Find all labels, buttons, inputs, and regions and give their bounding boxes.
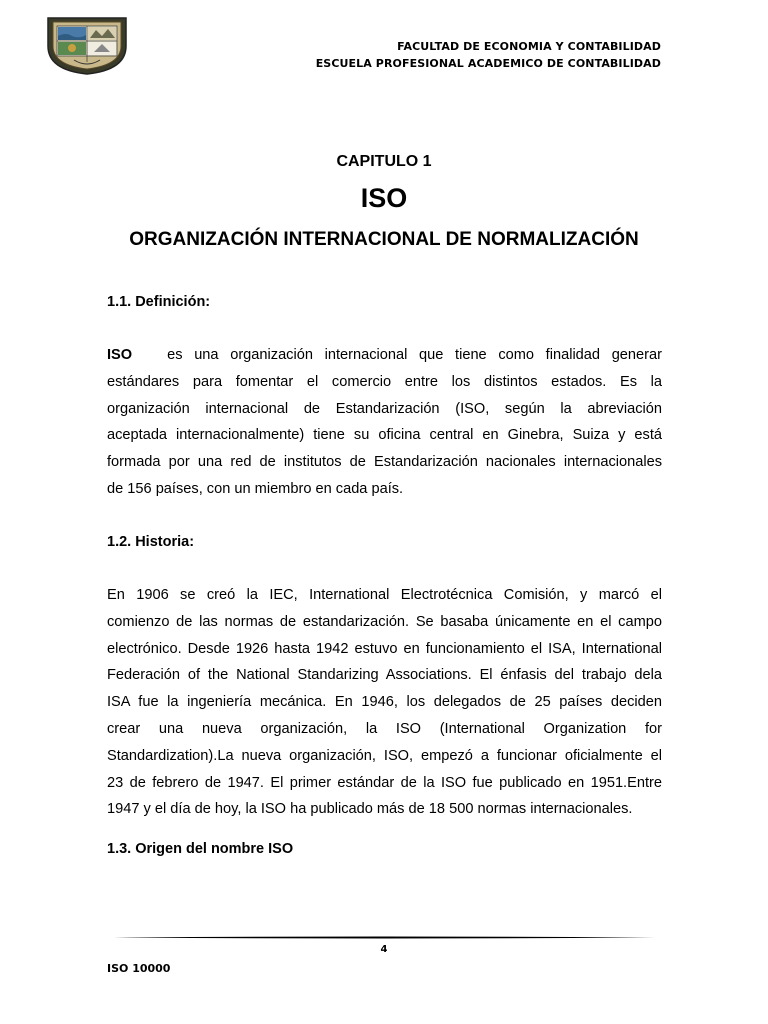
paragraph-line: de 156 países, con un miembro en cada país. bbox=[107, 480, 404, 497]
paragraph-line: ISA fue la ingeniería mecánica. En 1946, los delegados de 25 países deciden bbox=[107, 694, 662, 711]
paragraph-line: En 1906 se creó la IEC, International Electrotécnica Comisión, y marcó el bbox=[107, 587, 662, 603]
paragraph-line: electrónico. Desde 1926 hasta 1942 estuvo en funcionamiento el ISA, International bbox=[107, 640, 662, 657]
paragraph-line: Federación of the National Standarizing Associations. El énfasis del trabajo dela bbox=[107, 667, 662, 684]
main-title: ISO bbox=[360, 183, 408, 213]
section-heading-historia: 1.2. Historia: bbox=[107, 534, 195, 550]
paragraph-line: 23 de febrero de 1947. El primer estándar de la ISO fue publicado en 1951.Entre bbox=[107, 774, 662, 791]
definition-paragraph bbox=[107, 342, 662, 503]
footer-divider bbox=[114, 936, 655, 939]
paragraph-line: aceptada internacionalmente) tiene su oficina central en Ginebra, Suiza y está bbox=[107, 427, 662, 444]
paragraph-line: 1947 y el día de hoy, la ISO ha publicado más de 18 500 normas internacionales. bbox=[107, 801, 633, 818]
page-number: 4 bbox=[380, 944, 388, 955]
lead-bold-term: ISO bbox=[107, 347, 133, 363]
section-heading-origen: 1.3. Origen del nombre ISO bbox=[107, 841, 294, 857]
paragraph-line: es una organización internacional que tiene como finalidad generar bbox=[167, 347, 662, 363]
document-header bbox=[316, 38, 661, 72]
school-name: ESCUELA PROFESIONAL ACADEMICO DE CONTABILIDAD bbox=[315, 57, 661, 70]
footer-doc-label: ISO 10000 bbox=[107, 962, 171, 975]
university-seal-icon bbox=[44, 12, 130, 76]
paragraph-line: formada por una red de institutos de Estandarización nacionales internacionales bbox=[107, 454, 662, 471]
subtitle: ORGANIZACIÓN INTERNACIONAL DE NORMALIZACIÓN bbox=[129, 229, 639, 250]
section-heading-definicion: 1.1. Definición: bbox=[107, 294, 211, 310]
chapter-heading: CAPITULO 1 bbox=[336, 153, 432, 170]
paragraph-line: crear una nueva organización, la ISO (International Organization for bbox=[107, 720, 662, 737]
paragraph-line: organización internacional de Estandarización (ISO, según la abreviación bbox=[107, 400, 662, 417]
paragraph-line: Standardization).La nueva organización, ISO, empezó a funcionar oficialmente el bbox=[107, 747, 662, 764]
paragraph-line: estándares para fomentar el comercio entre los distintos estados. Es la bbox=[107, 373, 662, 390]
faculty-name: FACULTAD DE ECONOMIA Y CONTABILIDAD bbox=[397, 40, 661, 53]
history-paragraph bbox=[107, 582, 662, 823]
paragraph-line: comienzo de las normas de estandarización. Se basaba únicamente en el campo bbox=[107, 613, 662, 630]
